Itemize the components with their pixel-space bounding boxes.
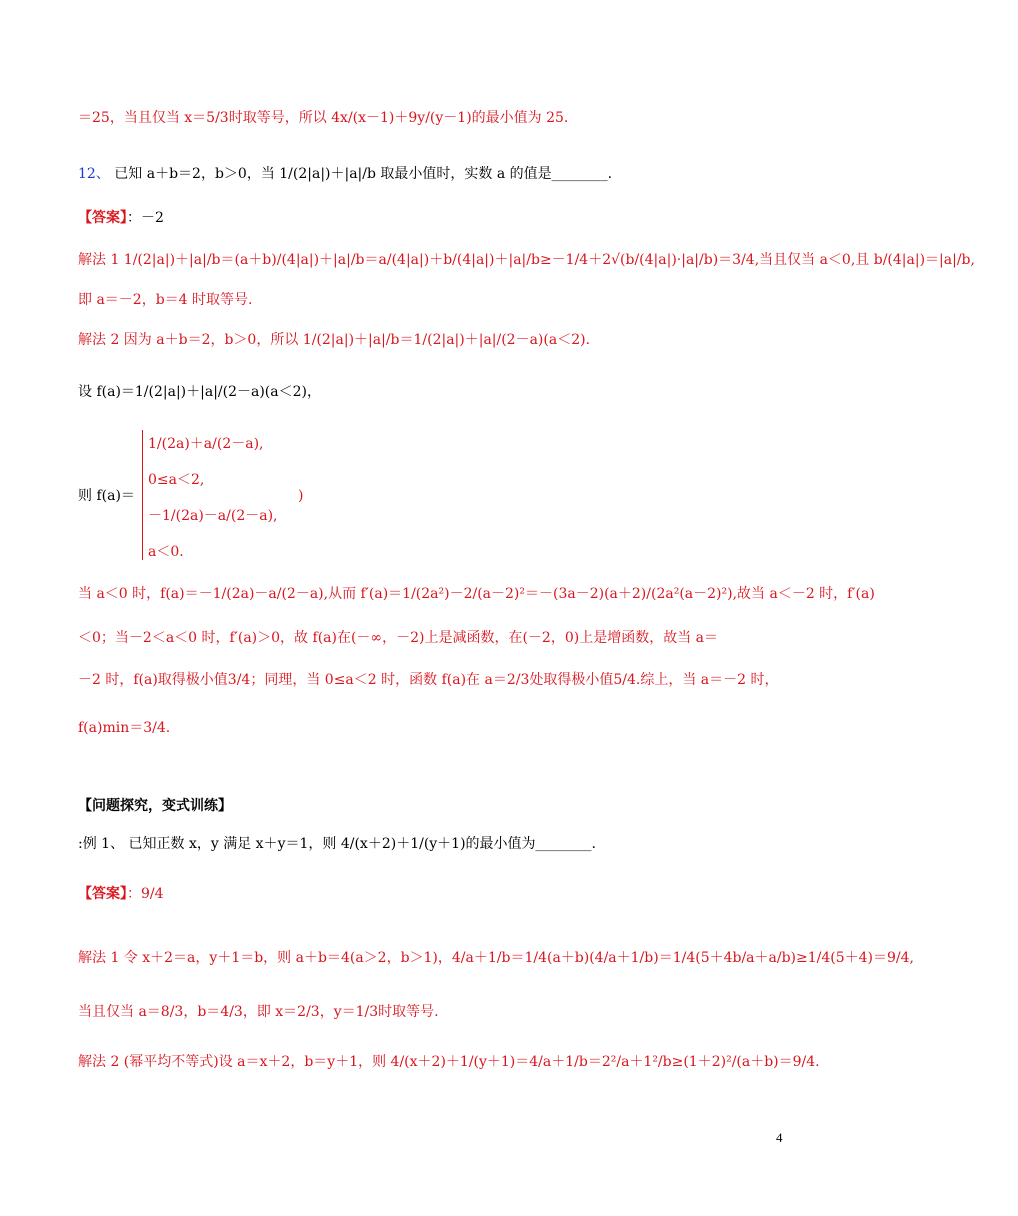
method-1-conclusion: 即 a＝－2，b＝4 时取等号. <box>78 292 253 308</box>
piecewise-case-1: 1/(2a)＋a/(2－a), <box>148 436 264 452</box>
section-title: 【问题探究，变式训练】 <box>78 798 232 814</box>
answer-label: 【答案】 <box>78 210 127 226</box>
monotonic-line: ＜0；当－2＜a＜0 时，f′(a)＞0，故 f(a)在(－∞，－2)上是减函数，在(－2，0)上是增函数，故当 a＝ <box>78 630 718 646</box>
piecewise-case-2: 0≤a＜2, <box>148 472 205 488</box>
answer-2-label: 【答案】 <box>78 886 127 902</box>
piecewise-case-4: a＜0. <box>148 544 184 560</box>
answer-2-line <box>78 884 798 904</box>
answer-2-value: ：9/4 <box>127 886 164 902</box>
example-method-2: 解法 2 (幂平均不等式)设 a＝x＋2，b＝y＋1，则 4/(x＋2)＋1/(y＋1)＝4/a＋1/b＝2²/a＋1²/b≥(1＋2)²/(a＋b)＝9/4. <box>78 1054 820 1070</box>
example-equality: 当且仅当 a＝8/3，b＝4/3，即 x＝2/3，y＝1/3时取等号. <box>78 1004 439 1020</box>
piecewise-brace <box>142 430 143 560</box>
piecewise-label: 则 f(a)＝ <box>78 488 135 504</box>
question-text: 已知 a＋b＝2，b＞0，当 1/(2|a|)＋|a|/b 取最小值时，实数 a 的值是________. <box>109 166 613 182</box>
question-number: 12、 <box>78 166 110 182</box>
page-number: 4 <box>776 1130 783 1145</box>
minimum-line: f(a)min＝3/4. <box>78 720 171 736</box>
piecewise-paren: ) <box>298 488 304 504</box>
method-2-line: 解法 2 因为 a＋b＝2，b＞0，所以 1/(2|a|)＋|a|/b＝1/(2|a|)＋|a|/(2－a)(a＜2). <box>78 332 591 348</box>
extremum-line: －2 时，f(a)取得极小值3/4；同理，当 0≤a＜2 时，函数 f(a)在 a＝2/3处取得极小值5/4.综上，当 a＝－2 时， <box>78 672 779 688</box>
question-12 <box>78 164 798 184</box>
example-1: :例 1、 已知正数 x，y 满足 x＋y＝1，则 4/(x＋2)＋1/(y＋1)的最小值为________. <box>78 836 597 852</box>
piecewise-case-3: －1/(2a)－a/(2－a), <box>148 508 278 524</box>
example-method-1: 解法 1 令 x＋2＝a，y＋1＝b，则 a＋b＝4(a＞2，b＞1)，4/a＋1/b＝1/4(a＋b)(4/a＋1/b)＝1/4(5＋4b/a＋a/b)≥1/4(5＋4)＝9/4, <box>78 950 914 966</box>
derivative-line: 当 a＜0 时，f(a)＝－1/(2a)－a/(2－a),从而 f′(a)＝1/(2a²)－2/(a－2)²＝－(3a－2)(a＋2)/(2a²(a－2)²),故当 a＜－2 时，f′(a) <box>78 586 875 602</box>
solution-line-1: ＝25，当且仅当 x＝5/3时取等号，所以 4x/(x－1)＋9y/(y－1)的最小值为 25. <box>78 110 569 126</box>
answer-line <box>78 208 798 228</box>
method-1-line: 解法 1 1/(2|a|)＋|a|/b＝(a＋b)/(4|a|)＋|a|/b＝a/(4|a|)＋b/(4|a|)＋|a|/b≥－1/4＋2√(b/(4|a|)·|a|/b)＝3/4,当且仅当 a＜0,且 b/(4|a|)＝|a|/b, <box>78 252 975 268</box>
define-f-line: 设 f(a)＝1/(2|a|)＋|a|/(2－a)(a＜2)， <box>78 384 321 400</box>
answer-value: ：－2 <box>127 210 164 226</box>
